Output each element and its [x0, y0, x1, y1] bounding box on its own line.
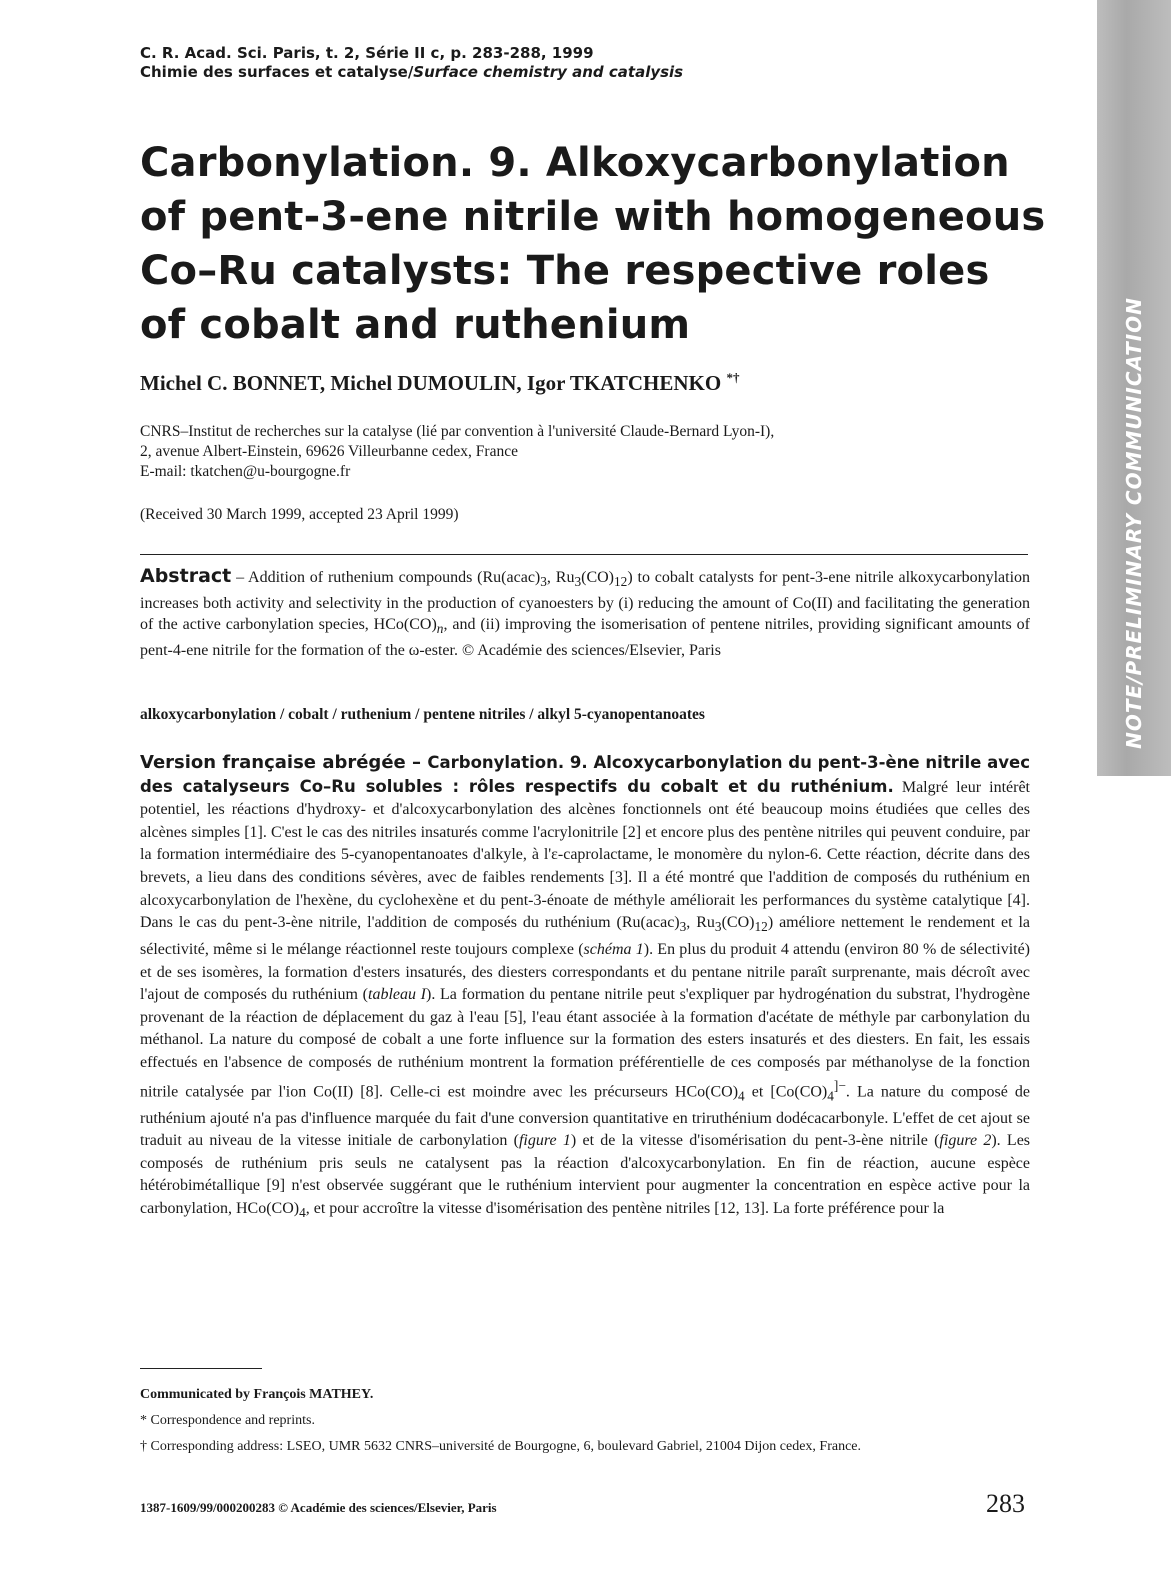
affiliation-line: 2, avenue Albert-Einstein, 69626 Villeurbanne cedex, France: [140, 443, 518, 460]
page-number: 283: [986, 1489, 1025, 1518]
author-names: Michel C. BONNET, Michel DUMOULIN, Igor TKATCHENKO: [140, 371, 727, 395]
vfa-heading: Version française abrégée –: [140, 752, 428, 773]
author-marks: *†: [726, 370, 740, 385]
affiliation-line: CNRS–Institut de recherches sur la catalyse (lié par convention à l'université Claude-Bernard Lyon-I),: [140, 423, 775, 440]
title-line: Carbonylation. 9. Alkoxycarbonylation: [140, 140, 1010, 186]
footnote-correspondence: * Correspondence and reprints.: [140, 1413, 315, 1428]
author-list: [140, 370, 739, 396]
link-scheme-1: schéma 1: [583, 940, 644, 958]
abstract-label: Abstract: [140, 565, 232, 587]
side-tab-label: NOTE/PRELIMINARY COMMUNICATION: [1122, 297, 1146, 749]
communicated-by: Communicated by François MATHEY.: [140, 1387, 374, 1402]
title-line: of cobalt and ruthenium: [140, 302, 691, 348]
journal-citation: C. R. Acad. Sci. Paris, t. 2, Série II c, p. 283-288, 1999: [140, 44, 594, 62]
footnote-divider: [140, 1368, 262, 1369]
footnotes: [140, 1382, 861, 1460]
article-title: [140, 136, 1046, 352]
issn-line: 1387-1609/99/000200283 © Académie des sciences/Elsevier, Paris: [140, 1500, 497, 1515]
abstract: Abstract – Addition of ruthenium compounds ($Ru(acac)_3$, $Ru_3(CO)_{12}$) to cobalt catalysts for pent-3-ene nitrile alkoxycarbonylation increases both activity and selectivity in the production of cyanoesters by (i) reducing the amount of Co(II) and facilitating the generation of the active carbonylation species, $HCo(CO)_n$, and (ii) improving the isomerisation of pentene nitriles, providing significant amounts of pent-4-ene nitrile for the formation of the ω-ester. © Académie des sciences/Elsevier, Paris: [140, 565, 1031, 660]
side-tab: [1097, 0, 1171, 776]
keywords: alkoxycarbonylation / cobalt / ruthenium / pentene nitriles / alkyl 5-cyanopentanoates: [140, 706, 705, 723]
journal-header: [140, 44, 683, 82]
received-dates: (Received 30 March 1999, accepted 23 April 1999): [140, 506, 459, 523]
title-line: Co–Ru catalysts: The respective roles: [140, 248, 990, 294]
email: E-mail: tkatchen@u-bourgogne.fr: [140, 463, 351, 480]
version-abregee: Version française abrégée – Carbonylation. 9. Alcoxycarbonylation du pent-3-ène nitrile avec des catalyseurs Co–Ru solubles : rôles respectifs du cobalt et du ruthénium. Malgré leur intérêt potentiel, les réactions d'hydroxy- et d'alcoxycarbonylation des alcènes fonctionnels ont été beaucoup moins étudiées que celles des alcènes simples [1]. C'est le cas des nitriles insaturés comme l'acrylonitrile [2] et encore plus des pentène nitriles qui peuvent conduire, par la formation intermédiaire des 5-cyanopentanoates d'alkyle, à l'ε-caprolactame, le monomère du nylon-6. Cette réaction, décrite dans des brevets, a lieu dans des conditions sévères, avec de faibles rendements [3]. Il a été montré que l'addition de composés du ruthénium en alcoxycarbonylation de l'hexène, du cyclohexène et du pent-3-énoate de méthyle améliorait les performances du système catalytique [4]. Dans le cas du pent-3-ène nitrile, l'addition de composés du ruthénium ($Ru(acac)_3$, $Ru_3(CO)_{12}$) améliore nettement le rendement et la sélectivité, même si le mélange réactionnel reste toujours complexe (schéma 1). En plus du produit 4 attendu (environ 80 % de sélectivité) et de ses isomères, la formation d'esters insaturés, des diesters correspondants et du pentane nitrile paraît surprenante, mais décroît avec l'ajout de composés du ruthénium (tableau I). La formation du pentane nitrile peut s'expliquer par hydrogénation du substrat, l'hydrogène provenant de la réaction de déplacement du gaz à l'eau [5], l'eau étant associée à la formation d'acétate de méthyle par carbonylation du méthanol. La nature du composé de cobalt a une forte influence sur la formation des esters insaturés et des diesters. En fait, les essais effectués en l'absence de composés de ruthénium montrent la formation préférentielle de ces composés par méthanolyse de la fonction nitrile catalysée par l'ion Co(II) [8]. Celle-ci est moindre avec les précurseurs $HCo(CO)_4$ et [$Co(CO)_4^{]-}$. La nature du composé de ruthénium ajouté n'a pas d'influence marquée du fait d'une conversion quantitative en triruthénium dodécacarbonyle. L'effet de cet ajout se traduit au niveau de la vitesse initiale de carbonylation (figure 1) et de la vitesse d'isomérisation du pent-3-ène nitrile (figure 2). Les composés de ruthénium pris seuls ne catalysent pas la réaction d'alcoxycarbonylation. En fin de réaction, aucune espèce hétérobimétallique [9] n'est observée suggérant que le ruthénium intervient pour augmenter la concentration en espèce active pour la carbonylation, $HCo(CO)_4$, et pour accroître la vitesse d'isomérisation des pentène nitriles [12, 13]. La forte préférence pour la: [140, 752, 1031, 1221]
link-figure-2: figure 2: [939, 1132, 992, 1150]
affiliation: [140, 422, 774, 482]
footnote-address: † Corresponding address: LSEO, UMR 5632 CNRS–université de Bourgogne, 6, boulevard Gabriel, 21004 Dijon cedex, France.: [140, 1439, 862, 1454]
link-figure-1: figure 1: [518, 1132, 571, 1150]
title-line: of pent-3-ene nitrile with homogeneous: [140, 194, 1046, 240]
link-table-1: tableau I: [368, 986, 427, 1004]
vfa-title: Carbonylation. 9. Alcoxycarbonylation du pent-3-ène nitrile avec des catalyseurs Co–Ru solubles : rôles respectifs du cobalt et du ruthénium.: [140, 753, 1031, 796]
journal-section: Chimie des surfaces et catalyse/Surface chemistry and catalysis: [140, 63, 684, 81]
abstract-divider: [140, 554, 1028, 555]
